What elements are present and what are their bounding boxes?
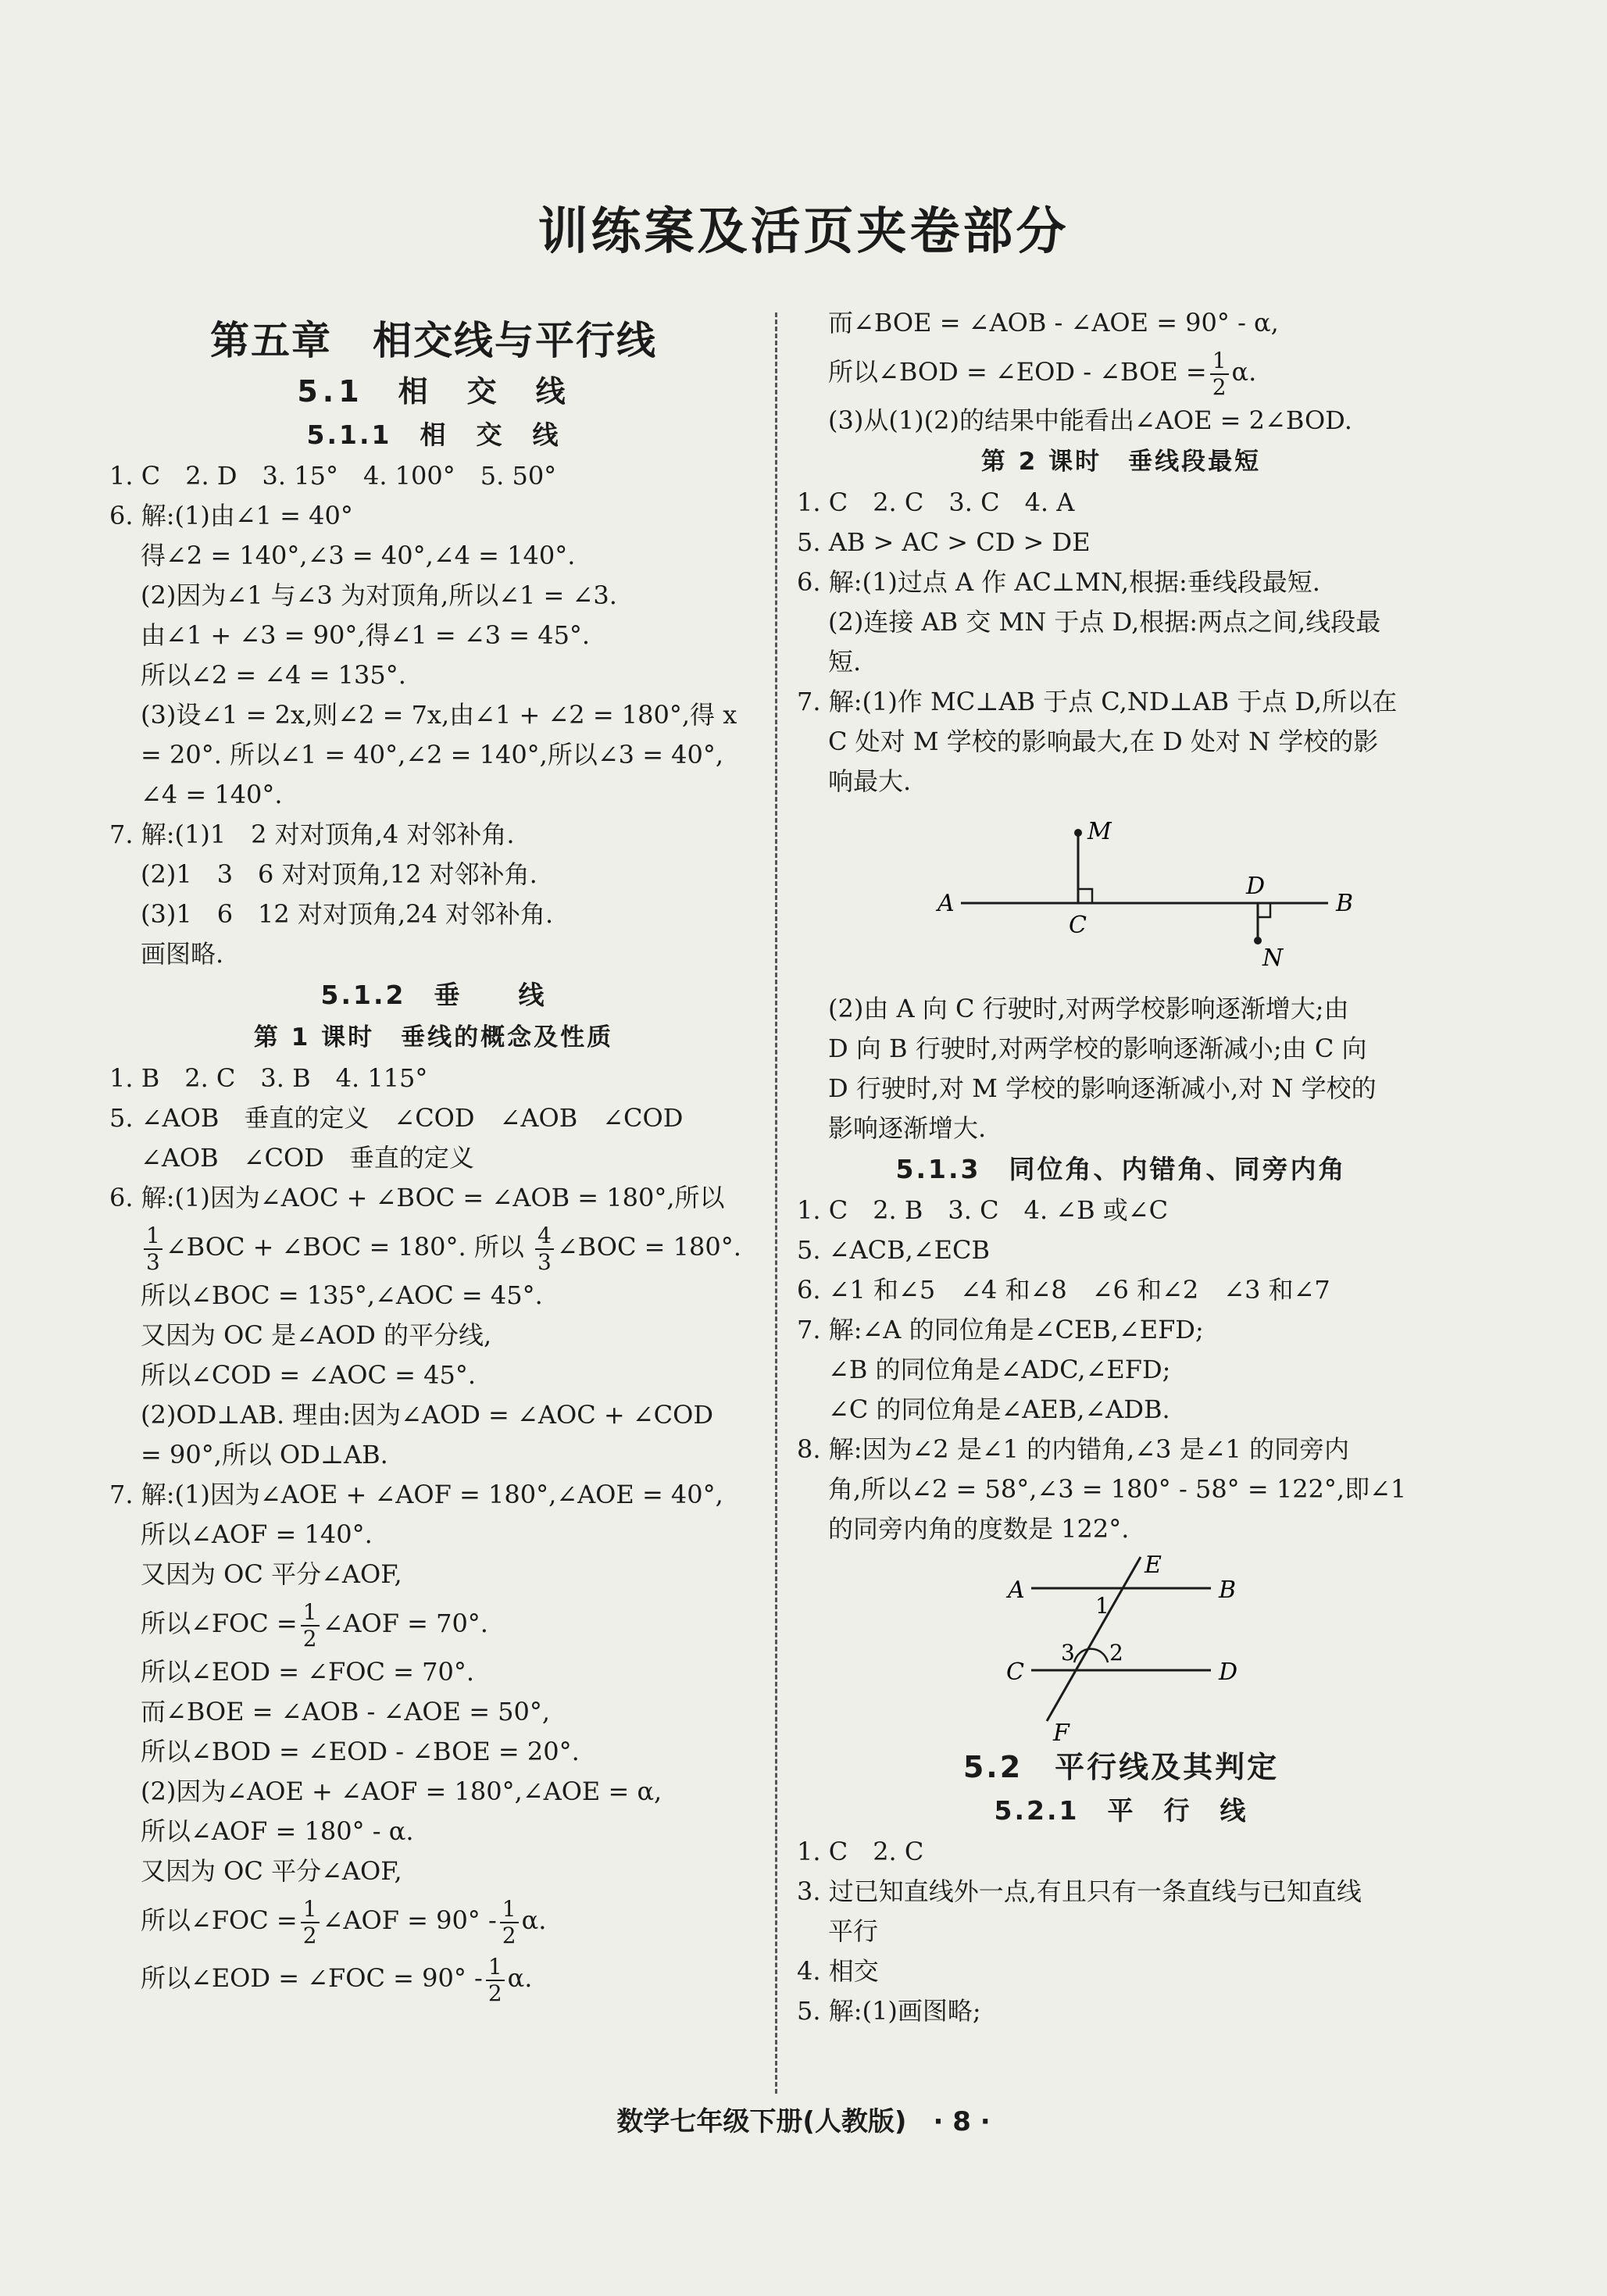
answer-line: 所以∠2 = ∠4 = 135°. bbox=[141, 660, 406, 690]
answer-line: 6. 解:(1)过点 A 作 AC⊥MN,根据:垂线段最短. bbox=[797, 567, 1320, 597]
answer-line: 得∠2 = 140°,∠3 = 40°,∠4 = 140°. bbox=[141, 541, 576, 570]
label-c: C bbox=[1006, 1659, 1024, 1686]
parallel-angles-diagram bbox=[797, 1549, 1445, 1744]
label-f: F bbox=[1053, 1719, 1070, 1744]
answer-line: (3)1 6 12 对对顶角,24 对邻补角. bbox=[141, 899, 554, 929]
label-a: A bbox=[1008, 1576, 1025, 1604]
numerator: 1 bbox=[144, 1225, 162, 1250]
answer-line-fraction bbox=[797, 343, 1445, 401]
answer-line: ∠C 的同位角是∠AEB,∠ADB. bbox=[828, 1394, 1170, 1424]
answer-line: 平行 bbox=[828, 1916, 879, 1946]
answer-line: (2)因为∠1 与∠3 为对顶角,所以∠1 = ∠3. bbox=[141, 580, 617, 610]
page-title: 训练案及活页夹卷部分 bbox=[537, 203, 1070, 261]
answer-line: 画图略. bbox=[141, 939, 224, 969]
page-footer: 数学七年级下册(人教版) · 8 · bbox=[616, 2106, 991, 2137]
fraction bbox=[144, 1222, 162, 1275]
label-c: C bbox=[1069, 912, 1087, 939]
answer-line: 6. ∠1 和∠5 ∠4 和∠8 ∠6 和∠2 ∠3 和∠7 bbox=[797, 1275, 1330, 1305]
numerator: 1 bbox=[301, 1898, 320, 1923]
answer-line: 7. 解:(1)1 2 对对顶角,4 对邻补角. bbox=[109, 819, 515, 849]
text-segment: α. bbox=[1231, 357, 1257, 387]
label-b: B bbox=[1219, 1576, 1237, 1604]
denominator: 2 bbox=[502, 1922, 516, 1948]
subsection-heading-5-1-3: 5.1.3 同位角、内错角、同旁内角 bbox=[895, 1154, 1347, 1184]
answer-line: C 处对 M 学校的影响最大,在 D 处对 N 学校的影 bbox=[828, 727, 1379, 756]
answer-line: 而∠BOE = ∠AOB - ∠AOE = 50°, bbox=[141, 1697, 551, 1726]
label-b: B bbox=[1336, 890, 1354, 917]
label-e: E bbox=[1145, 1551, 1162, 1579]
perpendicular-diagram bbox=[797, 802, 1445, 989]
answer-line: D 向 B 行驶时,对两学校的影响逐渐减小;由 C 向 bbox=[828, 1034, 1367, 1063]
label-angle-1: 1 bbox=[1095, 1593, 1109, 1619]
answer-line: (3)从(1)(2)的结果中能看出∠AOE = 2∠BOD. bbox=[828, 405, 1352, 435]
label-angle-3: 3 bbox=[1061, 1640, 1075, 1666]
answer-line: 1. C 2. C bbox=[797, 1837, 924, 1866]
answer-line-fraction bbox=[109, 1891, 758, 1949]
right-column bbox=[797, 303, 1445, 2031]
text-segment: α. bbox=[521, 1905, 547, 1935]
denominator: 2 bbox=[302, 1625, 317, 1651]
answer-line: 4. 相交 bbox=[797, 1956, 879, 1986]
subsection-heading-5-2-1: 5.2.1 平 行 线 bbox=[994, 1795, 1248, 1826]
label-a: A bbox=[937, 890, 955, 917]
answer-line: 又因为 OC 平分∠AOF, bbox=[141, 1559, 402, 1589]
left-column bbox=[109, 312, 758, 2007]
answer-line: 所以∠EOD = ∠FOC = 70°. bbox=[141, 1657, 475, 1687]
lesson-heading-1: 第 1 课时 垂线的概念及性质 bbox=[253, 1023, 614, 1052]
text-segment: ∠AOF = 70°. bbox=[322, 1609, 488, 1638]
answer-line: 角,所以∠2 = 58°,∠3 = 180° - 58° = 122°,即∠1 bbox=[828, 1474, 1407, 1504]
answer-line: (3)设∠1 = 2x,则∠2 = 7x,由∠1 + ∠2 = 180°,得 x bbox=[141, 700, 737, 730]
answer-line: 1. C 2. B 3. C 4. ∠B 或∠C bbox=[797, 1195, 1169, 1225]
label-n: N bbox=[1262, 944, 1284, 972]
answer-line: (2)因为∠AOE + ∠AOF = 180°,∠AOE = α, bbox=[141, 1776, 662, 1806]
answer-line: 由∠1 + ∠3 = 90°,得∠1 = ∠3 = 45°. bbox=[141, 620, 591, 650]
answer-line: 3. 过已知直线外一点,有且只有一条直线与已知直线 bbox=[797, 1876, 1362, 1906]
subsection-heading-5-1-2: 5.1.2 垂 线 bbox=[320, 980, 547, 1010]
chapter-title: 第五章 相交线与平行线 bbox=[210, 318, 657, 363]
answer-line: 5. 解:(1)画图略; bbox=[797, 1996, 981, 2026]
answer-line: 7. 解:∠A 的同位角是∠CEB,∠EFD; bbox=[797, 1315, 1204, 1344]
fraction bbox=[1210, 347, 1229, 400]
answer-line: D 行驶时,对 M 学校的影响逐渐减小,对 N 学校的 bbox=[828, 1073, 1377, 1103]
answer-line: 7. 解:(1)作 MC⊥AB 于点 C,ND⊥AB 于点 D,所以在 bbox=[797, 687, 1398, 716]
text-segment: ∠BOC + ∠BOC = 180°. 所以 bbox=[165, 1232, 524, 1262]
point-n bbox=[1254, 937, 1262, 944]
angle-arc bbox=[1074, 1649, 1108, 1662]
line-ef bbox=[1047, 1557, 1141, 1721]
answer-line-fraction bbox=[109, 1949, 758, 2007]
numerator: 1 bbox=[500, 1898, 519, 1923]
answer-line: 响最大. bbox=[828, 766, 912, 796]
answer-line: 所以∠COD = ∠AOC = 45°. bbox=[141, 1360, 477, 1390]
answer-line: 短. bbox=[828, 647, 862, 677]
fraction bbox=[301, 1598, 320, 1651]
numerator: 4 bbox=[535, 1225, 554, 1250]
answer-line: 的同旁内角的度数是 122°. bbox=[828, 1514, 1130, 1544]
answer-line: 影响逐渐增大. bbox=[828, 1113, 987, 1143]
answer-line: ∠AOB ∠COD 垂直的定义 bbox=[141, 1143, 474, 1173]
label-d: D bbox=[1219, 1659, 1238, 1686]
numerator: 1 bbox=[301, 1601, 320, 1626]
text-segment: 所以∠EOD = ∠FOC = 90° - bbox=[141, 1963, 483, 1993]
lesson-heading-2: 第 2 课时 垂线段最短 bbox=[980, 448, 1262, 476]
answer-line: 7. 解:(1)因为∠AOE + ∠AOF = 180°,∠AOE = 40°, bbox=[109, 1480, 723, 1509]
fraction bbox=[301, 1895, 320, 1948]
subsection-heading-5-1-1: 5.1.1 相 交 线 bbox=[306, 420, 561, 450]
denominator: 3 bbox=[537, 1248, 552, 1275]
answer-line: 5. ∠ACB,∠ECB bbox=[797, 1235, 990, 1265]
answer-line: (2)OD⊥AB. 理由:因为∠AOD = ∠AOC + ∠COD bbox=[141, 1400, 714, 1430]
answer-line: (2)由 A 向 C 行驶时,对两学校影响逐渐增大;由 bbox=[828, 994, 1349, 1023]
right-angle-mark-d bbox=[1258, 903, 1270, 917]
answer-line: 所以∠AOF = 140°. bbox=[141, 1519, 373, 1549]
text-segment: ∠BOC = 180°. bbox=[556, 1232, 741, 1262]
answer-line: 又因为 OC 平分∠AOF, bbox=[141, 1856, 402, 1886]
answer-line: 1. C 2. D 3. 15° 4. 100° 5. 50° bbox=[109, 461, 557, 491]
fraction bbox=[486, 1953, 505, 2006]
text-segment: 所以∠FOC = bbox=[141, 1609, 298, 1638]
label-angle-2: 2 bbox=[1109, 1640, 1123, 1666]
section-heading-5-2: 5.2 平行线及其判定 bbox=[962, 1750, 1280, 1784]
right-angle-mark-c bbox=[1078, 889, 1092, 903]
answer-line: 8. 解:因为∠2 是∠1 的内错角,∠3 是∠1 的同旁内 bbox=[797, 1434, 1350, 1464]
text-segment: 所以∠BOD = ∠EOD - ∠BOE = bbox=[828, 357, 1207, 387]
denominator: 2 bbox=[487, 1980, 502, 2006]
answer-line: 而∠BOE = ∠AOB - ∠AOE = 90° - α, bbox=[828, 308, 1279, 337]
denominator: 2 bbox=[1212, 373, 1227, 400]
answer-line: = 90°,所以 OD⊥AB. bbox=[141, 1440, 388, 1469]
section-heading-5-1: 5.1 相 交 线 bbox=[297, 374, 570, 409]
answer-line: 所以∠BOC = 135°,∠AOC = 45°. bbox=[141, 1280, 543, 1310]
answer-line: 所以∠AOF = 180° - α. bbox=[141, 1816, 414, 1846]
answer-line: = 20°. 所以∠1 = 40°,∠2 = 140°,所以∠3 = 40°, bbox=[141, 740, 724, 769]
answer-line: 又因为 OC 是∠AOD 的平分线, bbox=[141, 1320, 492, 1350]
text-segment: α. bbox=[507, 1963, 533, 1993]
numerator: 1 bbox=[486, 1956, 505, 1981]
answer-line: ∠4 = 140°. bbox=[141, 780, 283, 809]
text-segment: ∠AOF = 90° - bbox=[322, 1905, 497, 1935]
answer-line: (2)连接 AB 交 MN 于点 D,根据:两点之间,线段最 bbox=[828, 607, 1381, 637]
column-divider bbox=[775, 312, 777, 2094]
denominator: 3 bbox=[146, 1248, 160, 1275]
answer-line: ∠B 的同位角是∠ADC,∠EFD; bbox=[828, 1355, 1171, 1384]
answer-line: 1. B 2. C 3. B 4. 115° bbox=[109, 1063, 428, 1093]
answer-line-fraction bbox=[109, 1218, 758, 1276]
answer-line: 6. 解:(1)由∠1 = 40° bbox=[109, 501, 353, 530]
fraction bbox=[500, 1895, 519, 1948]
answer-line: 所以∠BOD = ∠EOD - ∠BOE = 20°. bbox=[141, 1737, 580, 1766]
parallel-angles-figure bbox=[797, 1549, 1445, 1744]
answer-line: 1. C 2. C 3. C 4. A bbox=[797, 487, 1075, 517]
answer-line: 5. ∠AOB 垂直的定义 ∠COD ∠AOB ∠COD bbox=[109, 1103, 684, 1133]
answer-line-fraction bbox=[109, 1594, 758, 1652]
answer-line: (2)1 3 6 对对顶角,12 对邻补角. bbox=[141, 859, 537, 889]
text-segment: 所以∠FOC = bbox=[141, 1905, 298, 1935]
label-m: M bbox=[1087, 818, 1112, 845]
point-m bbox=[1074, 829, 1082, 837]
numerator: 1 bbox=[1210, 350, 1229, 375]
label-d: D bbox=[1246, 873, 1266, 900]
answer-line: 6. 解:(1)因为∠AOC + ∠BOC = ∠AOB = 180°,所以 bbox=[109, 1183, 725, 1212]
perpendicular-figure bbox=[797, 802, 1445, 989]
answer-line: 5. AB > AC > CD > DE bbox=[797, 527, 1091, 557]
denominator: 2 bbox=[302, 1922, 317, 1948]
fraction bbox=[535, 1222, 554, 1275]
